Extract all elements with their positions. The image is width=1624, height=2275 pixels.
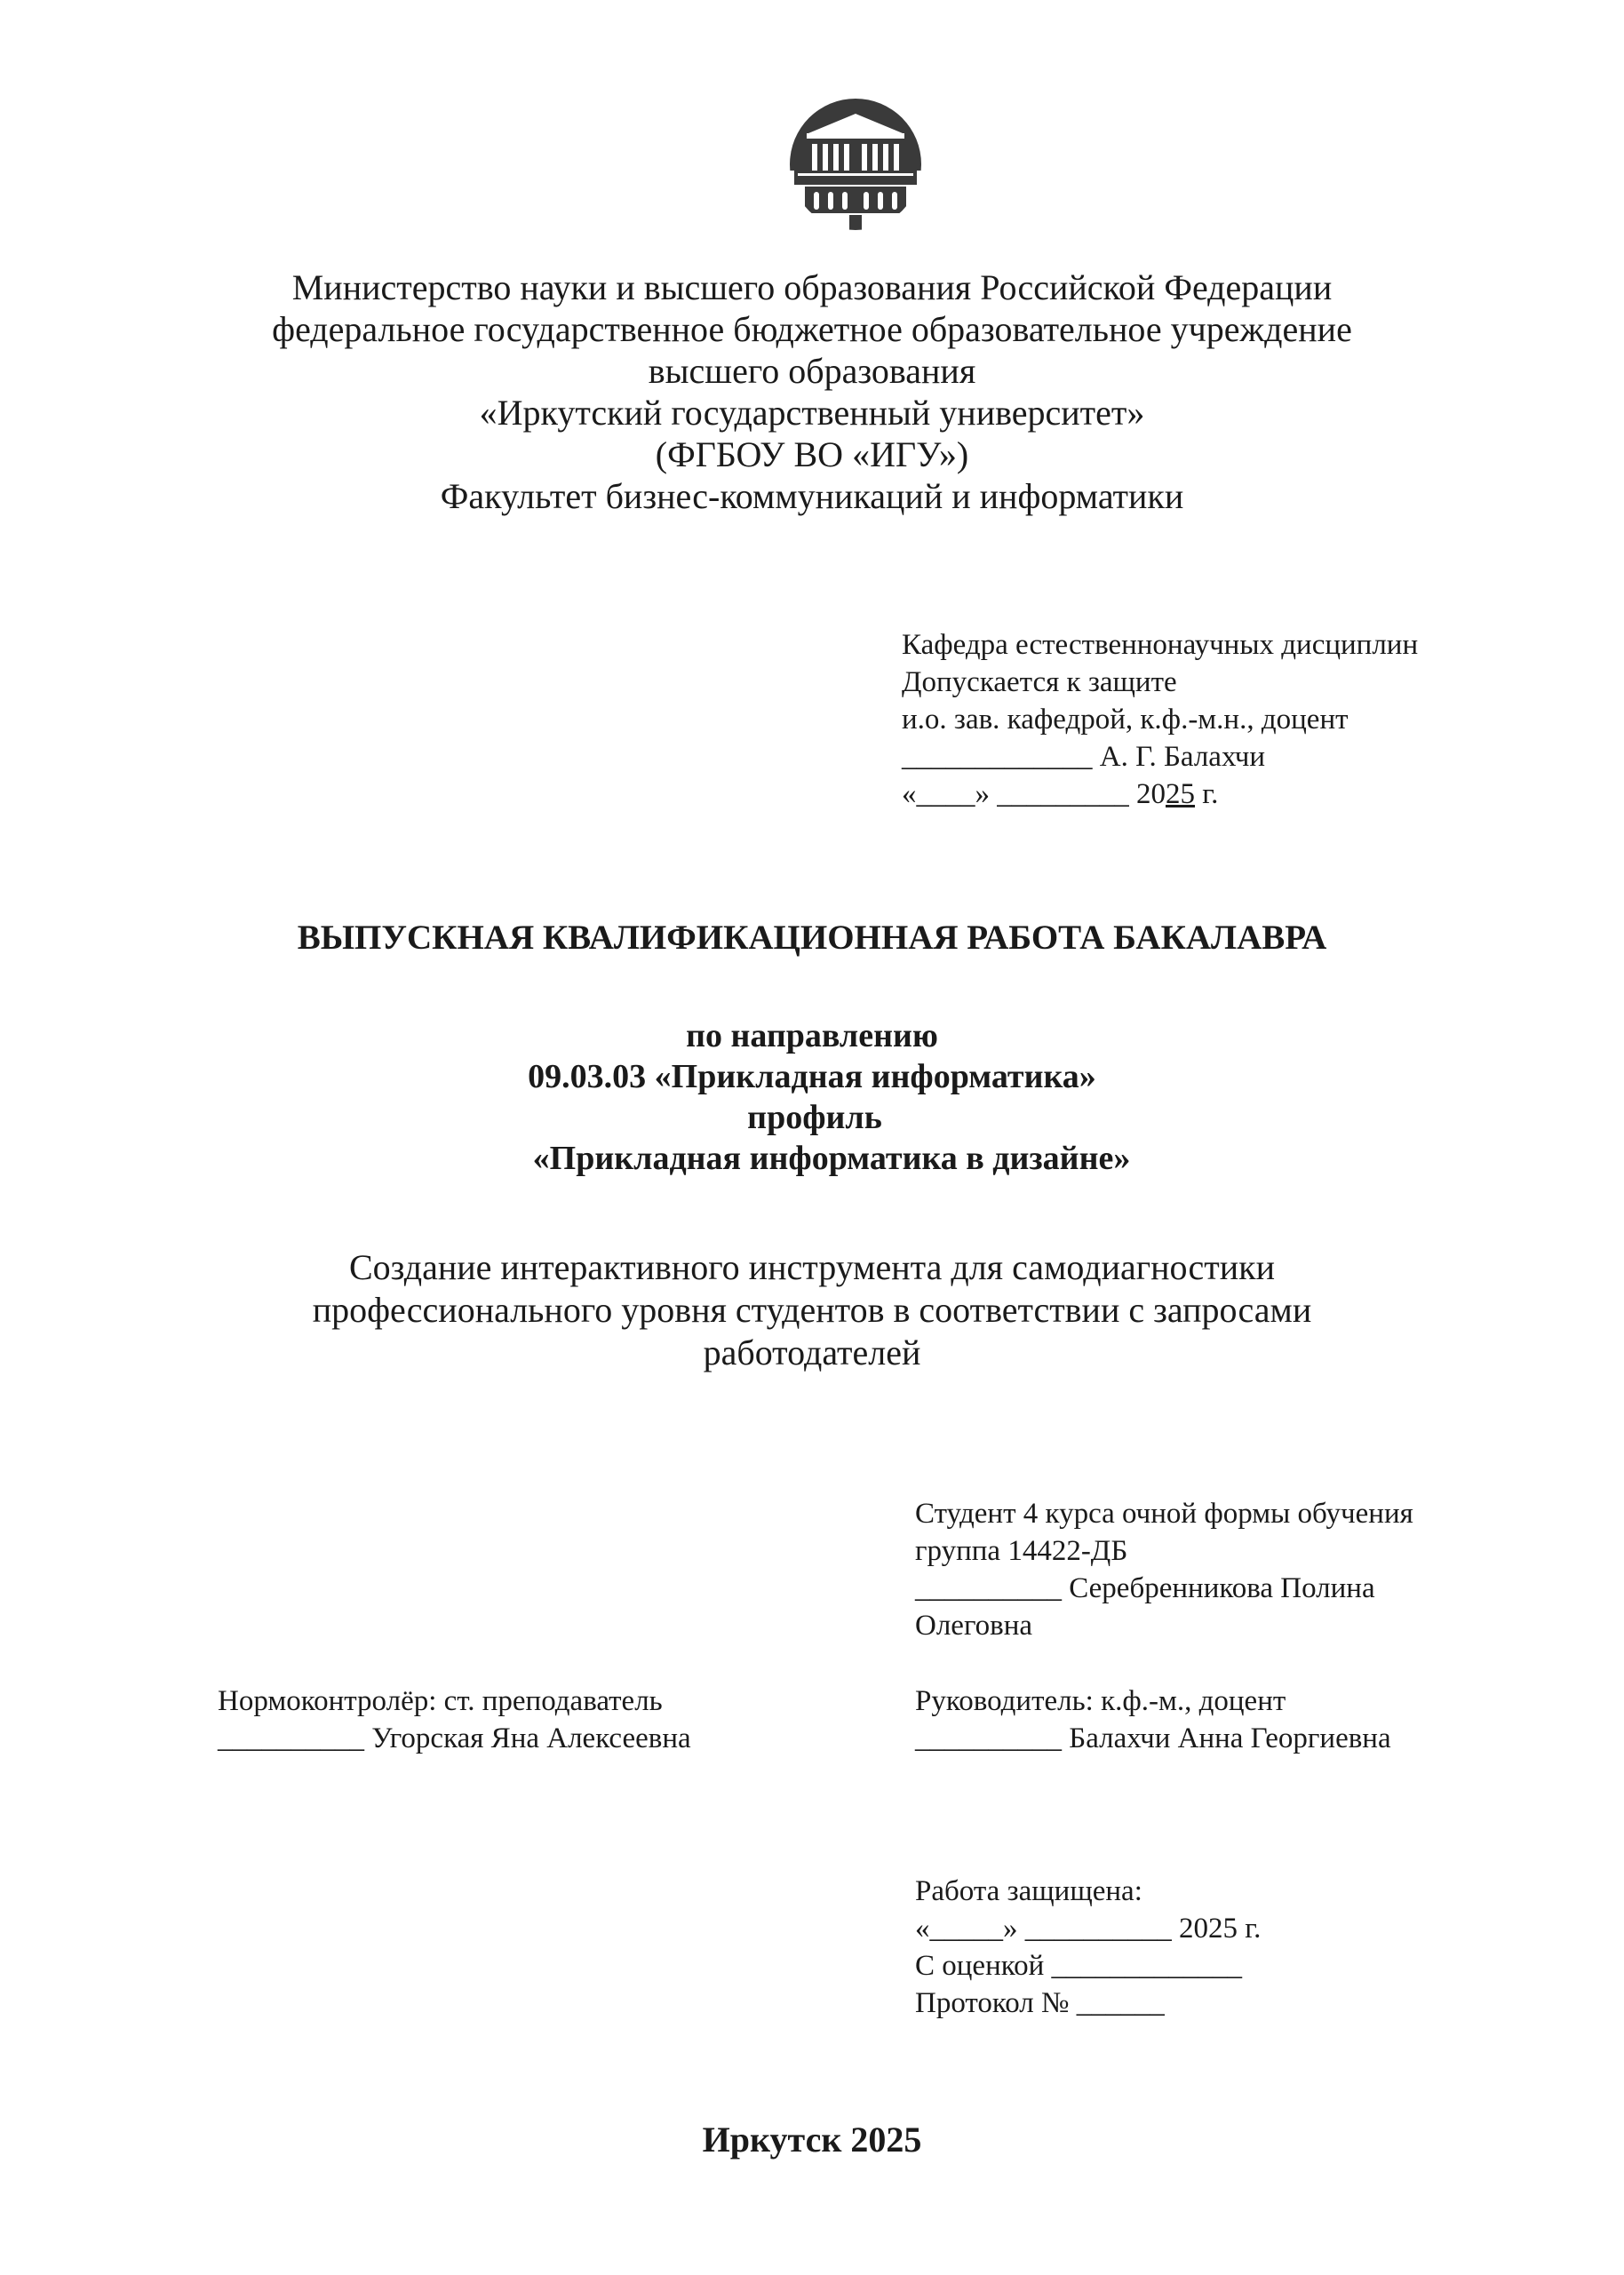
faculty-line: Факультет бизнес-коммуникаций и информатики bbox=[440, 476, 1184, 516]
supervisor-signature-line: __________ Балахчи Анна Георгиевна bbox=[915, 1722, 1391, 1754]
ministry-line: Министерство науки и высшего образования Российской Федерации bbox=[291, 267, 1333, 307]
defense-label: Работа защищена: bbox=[915, 1875, 1142, 1907]
admission-text: Допускается к защите bbox=[902, 666, 1177, 698]
defense-block bbox=[915, 1873, 1261, 2022]
education-level-line: высшего образования bbox=[648, 351, 976, 391]
direction-label: по направлению bbox=[686, 1017, 938, 1054]
defense-date-line: «_____» __________ 2025 г. bbox=[915, 1913, 1262, 1945]
university-abbr-line: (ФГБОУ ВО «ИГУ») bbox=[655, 434, 969, 474]
student-course: Студент 4 курса очной формы обучения bbox=[915, 1498, 1413, 1530]
normocontrol-title: Нормоконтролёр: ст. преподаватель bbox=[218, 1685, 663, 1717]
thesis-title: ВЫПУСКНАЯ КВАЛИФИКАЦИОННАЯ РАБОТА БАКАЛАВРА bbox=[297, 919, 1327, 957]
student-block bbox=[915, 1495, 1413, 1644]
protocol-line: Протокол № ______ bbox=[915, 1987, 1165, 2019]
topic-line-1: Создание интерактивного инструмента для самодиагностики bbox=[348, 1247, 1276, 1287]
thesis-topic bbox=[0, 1246, 1624, 1374]
grade-line: С оценкой _____________ bbox=[915, 1950, 1242, 1982]
supervisor-block bbox=[915, 1682, 1391, 1757]
approval-date-suffix: г. bbox=[1195, 778, 1219, 810]
approval-date-prefix: «____» _________ 20 bbox=[902, 778, 1166, 810]
department-name: Кафедра естественнонаучных дисциплин bbox=[902, 629, 1419, 661]
supervisor-title: Руководитель: к.ф.-м., доцент bbox=[915, 1685, 1286, 1717]
approval-date-line bbox=[902, 776, 1418, 813]
institution-type-line: федеральное государственное бюджетное образовательное учреждение bbox=[272, 309, 1352, 349]
head-signature-line: _____________ А. Г. Балахчи bbox=[902, 741, 1266, 773]
topic-line-2: профессионального уровня студентов в соответствии с запросами bbox=[312, 1290, 1312, 1330]
topic-line-3: работодателей bbox=[703, 1332, 921, 1372]
approval-date-year-part: 25 bbox=[1166, 778, 1195, 810]
normocontrol-block bbox=[218, 1682, 691, 1757]
institution-header bbox=[0, 266, 1624, 517]
student-group: группа 14422-ДБ bbox=[915, 1535, 1128, 1567]
head-title: и.о. зав. кафедрой, к.ф.-м.н., доцент bbox=[902, 704, 1349, 736]
university-name-line: «Иркутский государственный университет» bbox=[479, 393, 1145, 433]
city-year: Иркутск 2025 bbox=[702, 2120, 922, 2160]
university-building-logo bbox=[789, 98, 922, 231]
student-patronymic: Олеговна bbox=[915, 1610, 1033, 1642]
profile-label: профиль bbox=[747, 1099, 882, 1136]
normocontrol-signature-line: __________ Угорская Яна Алексеевна bbox=[218, 1722, 691, 1754]
direction-block bbox=[0, 1015, 1624, 1179]
profile-value: «Прикладная информатика в дизайне» bbox=[532, 1140, 1131, 1177]
direction-value: 09.03.03 «Прикладная информатика» bbox=[528, 1058, 1096, 1095]
approval-block bbox=[902, 626, 1418, 813]
student-signature-line: __________ Серебренникова Полина bbox=[915, 1572, 1375, 1604]
